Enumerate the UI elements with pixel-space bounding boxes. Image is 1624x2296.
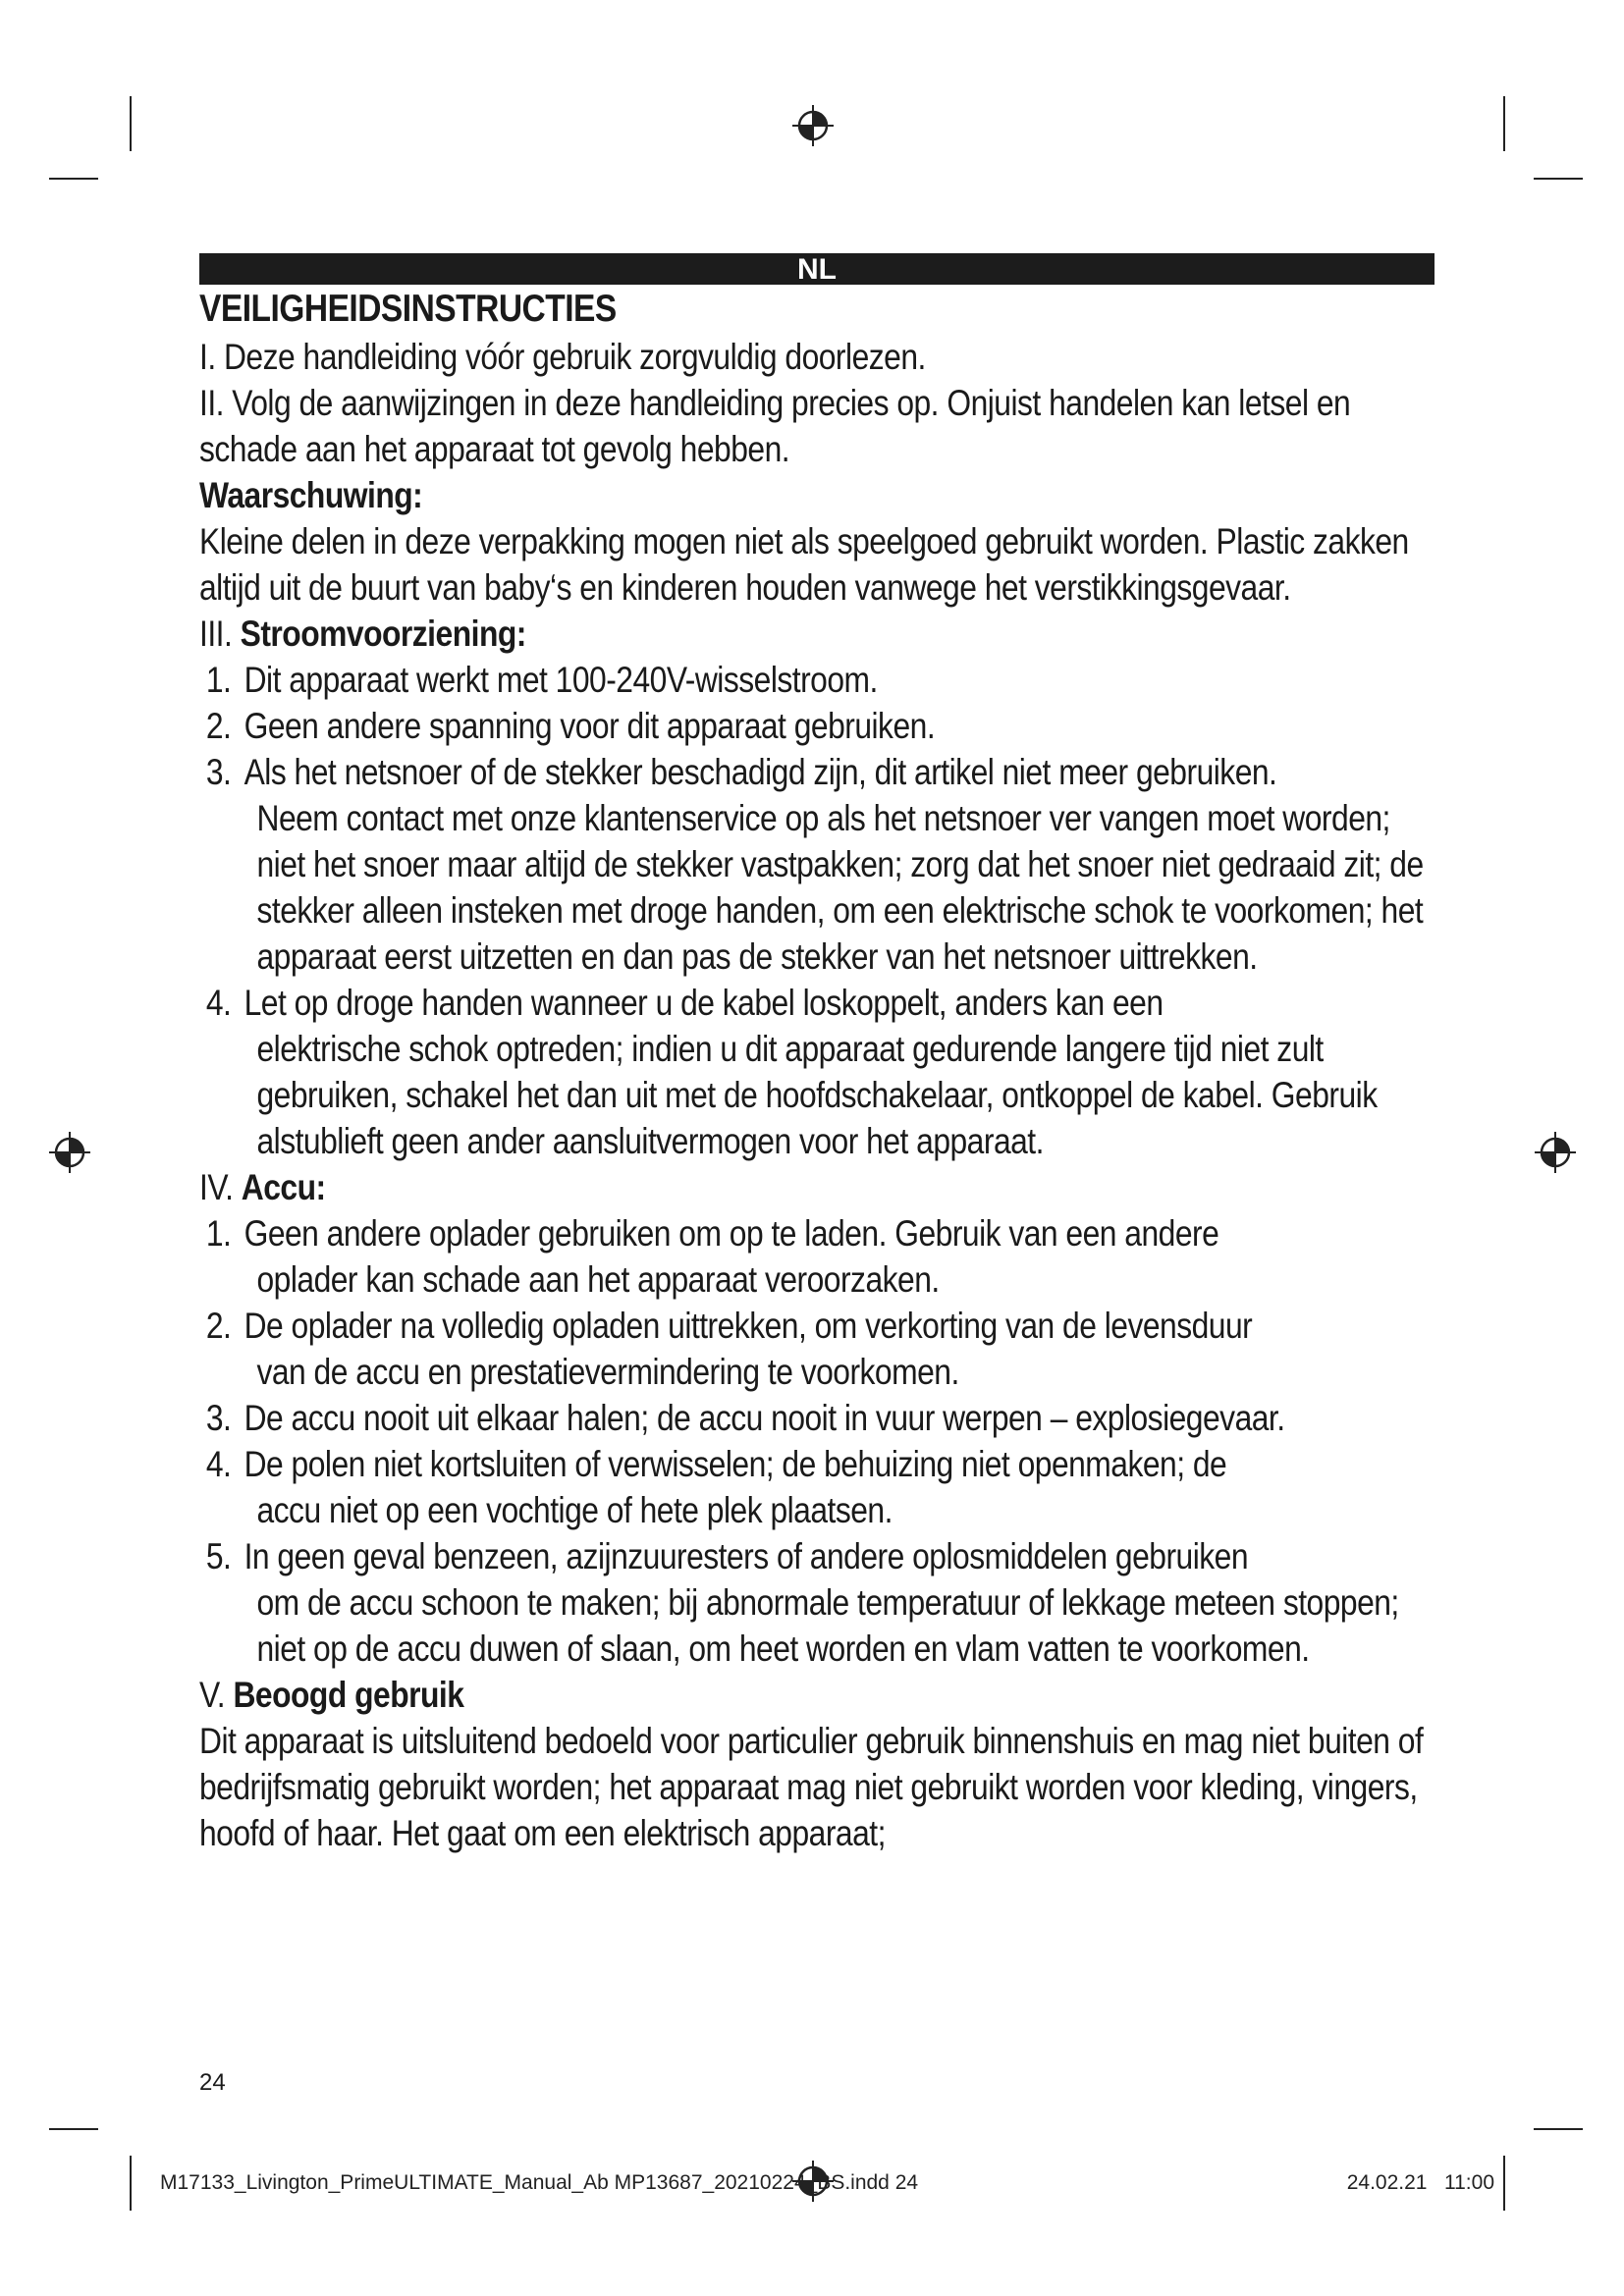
power-section-heading (199, 611, 1440, 657)
intended-use-prefix: V. (199, 1675, 234, 1715)
registration-mark-right-icon (1534, 1131, 1577, 1174)
list-item (199, 749, 1440, 980)
crop-mark-top-right-horizontal (1534, 178, 1583, 180)
list-item (199, 1303, 1440, 1395)
item-text: De accu nooit uit elkaar halen; de accu nooit in vuur werpen – explosiegevaar. (244, 1398, 1285, 1438)
item-text-continued: om de accu schoon te maken; bij abnormale temperatuur of lekkage meteen stoppen; niet op de accu duwen of slaan, om heet worden en vlam vatten te voorkomen. (256, 1582, 1399, 1669)
intended-use-heading: Beoogd gebruik (233, 1675, 464, 1715)
battery-list (199, 1210, 1440, 1672)
language-bar (199, 253, 1435, 285)
page-number: 24 (199, 2069, 226, 2096)
list-item (199, 980, 1440, 1164)
warning-heading: Waarschuwing: (199, 475, 423, 515)
item-number: 4. (205, 1444, 232, 1484)
crop-mark-bottom-right-horizontal (1534, 2128, 1583, 2130)
item-text: De oplader na volledig opladen uittrekken, om verkorting van de levensduur (244, 1306, 1253, 1346)
item-text-continued: accu niet op een vochtige of hete plek plaatsen. (256, 1490, 893, 1530)
intro-line-2: II. Volg de aanwijzingen in deze handleiding precies op. Onjuist handelen kan letsel en schade aan het apparaat tot gevolg hebben. (199, 383, 1351, 469)
intended-use-section-heading (199, 1672, 1440, 1718)
item-text-continued: Neem contact met onze klantenservice op als het netsnoer ver vangen moet worden; niet het snoer maar altijd de stekker vastpakken; zorg dat het snoer niet gedraaid zit; de stekker alleen insteken met droge handen, om een elektrische schok te voorkomen; het apparaat eerst uitzetten en dan pas de stekker van het netsnoer uittrekken. (256, 798, 1424, 977)
item-text: Let op droge handen wanneer u de kabel loskoppelt, anders kan een (244, 983, 1164, 1023)
crop-mark-top-right-vertical (1503, 96, 1505, 151)
battery-heading: Accu: (241, 1167, 326, 1207)
item-text-continued: van de accu en prestatievermindering te voorkomen. (256, 1352, 959, 1392)
crop-mark-top-left-horizontal (49, 178, 98, 180)
item-text: In geen geval benzeen, azijnzuuresters of andere oplosmiddelen gebruiken (244, 1536, 1249, 1576)
print-slug: M17133_Livington_PrimeULTIMATE_Manual_Ab MP13687_20210224_BS.indd 24 (160, 2171, 919, 2194)
print-timestamp (1347, 2171, 1494, 2195)
item-number: 3. (205, 1398, 232, 1438)
item-text: Als het netsnoer of de stekker beschadigd zijn, dit artikel niet meer gebruiken. (244, 752, 1277, 792)
page-content (199, 253, 1435, 1856)
body-text (199, 285, 1440, 1856)
item-text: De polen niet kortsluiten of verwisselen; de behuizing niet openmaken; de (244, 1444, 1227, 1484)
item-number: 5. (205, 1536, 232, 1576)
battery-section-heading (199, 1164, 1440, 1210)
item-number: 3. (205, 752, 232, 792)
intro-line-1: I. Deze handleiding vóór gebruik zorgvuldig doorlezen. (199, 337, 926, 377)
item-text: Geen andere spanning voor dit apparaat gebruiken. (244, 706, 936, 746)
item-number: 4. (205, 983, 232, 1023)
item-text: Dit apparaat werkt met 100-240V-wisselstroom. (244, 660, 878, 700)
crop-mark-bottom-left-horizontal (49, 2128, 98, 2130)
intended-use-text: Dit apparaat is uitsluitend bedoeld voor particulier gebruik binnenshuis en mag niet buiten of bedrijfsmatig gebruikt worden; het apparaat mag niet gebruikt worden voor kleding, vingers, hoofd of haar. Het gaat om een elektrisch apparaat; (199, 1721, 1424, 1853)
list-item (199, 657, 1440, 703)
list-item (199, 1533, 1440, 1672)
print-date: 24.02.21 (1346, 2171, 1428, 2194)
crop-mark-bottom-left-vertical (130, 2156, 132, 2211)
list-item (199, 1210, 1440, 1303)
item-number: 2. (205, 1306, 232, 1346)
list-item (199, 703, 1440, 749)
registration-mark-top-icon (791, 104, 835, 147)
power-prefix: III. (199, 614, 241, 654)
print-time: 11:00 (1444, 2171, 1494, 2194)
list-item (199, 1441, 1440, 1533)
item-number: 2. (205, 706, 232, 746)
registration-mark-left-icon (48, 1131, 91, 1174)
battery-prefix: IV. (199, 1167, 242, 1207)
list-item (199, 1395, 1440, 1441)
power-list (199, 657, 1440, 1164)
crop-mark-top-left-vertical (130, 96, 132, 151)
language-label: NL (797, 253, 837, 286)
item-text-continued: elektrische schok optreden; indien u dit apparaat gedurende langere tijd niet zult gebruiken, schakel het dan uit met de hoofdschakelaar, ontkoppel de kabel. Gebruik alstublieft geen ander aansluitvermogen voor het apparaat. (256, 1029, 1378, 1161)
page-title: VEILIGHEIDSINSTRUCTIES (199, 288, 617, 330)
item-number: 1. (205, 1213, 232, 1254)
power-heading: Stroomvoorziening: (240, 614, 526, 654)
item-text-continued: oplader kan schade aan het apparaat veroorzaken. (256, 1259, 940, 1300)
crop-mark-bottom-right-vertical (1503, 2156, 1505, 2211)
item-text: Geen andere oplader gebruiken om op te laden. Gebruik van een andere (244, 1213, 1219, 1254)
warning-text: Kleine delen in deze verpakking mogen niet als speelgoed gebruikt worden. Plastic zakken altijd uit de buurt van baby‘s en kinderen houden vanwege het verstikkingsgevaar. (199, 521, 1409, 608)
item-number: 1. (205, 660, 232, 700)
